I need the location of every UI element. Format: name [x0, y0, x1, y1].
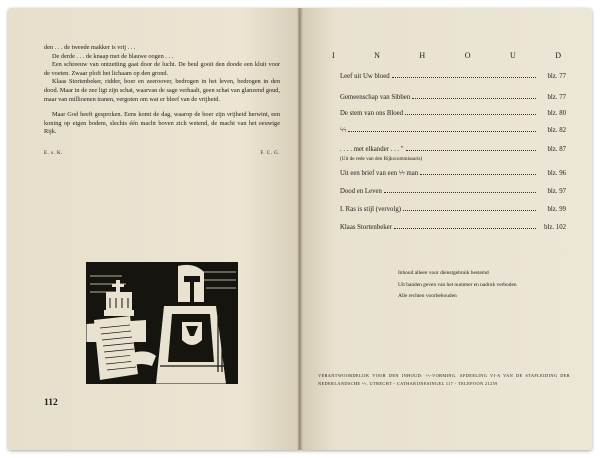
toc-title: Uit een brief van een ϟϟ man	[340, 170, 419, 177]
paragraph: den . . . de tweede makker is vrij . . .	[44, 44, 136, 51]
toc-page: blz. 77	[547, 94, 566, 101]
paragraph: De derde . . . de knaap met de blauwe oogen . . .	[52, 52, 174, 60]
toc-subtitle: (Uit de rede van den Rijkscommissaris)	[340, 156, 423, 162]
signature-row	[44, 151, 280, 156]
publisher-footer: VERANTWOORDELIJK VOOR DEN INHOUD: ϟϟ-VORMING, AFDEELING VI-A VAN DE STAFLEIDING DER NEDERLANDSCHE ϟϟ, UTRECHT - CATHARIJNESINGEL 117 - TELEFOON 21259	[318, 373, 570, 386]
toc-title: . . . . met elkander . . . "	[340, 146, 404, 153]
toc-title: I. Ras is stijl (vervolg)	[340, 206, 401, 213]
woodcut-illustration	[86, 262, 238, 384]
toc-row	[340, 94, 566, 104]
heading-letter: I	[332, 51, 336, 60]
toc-row	[340, 206, 566, 216]
note: Alle rechten voorbehouden	[398, 293, 457, 300]
toc-page: blz. 99	[547, 206, 566, 213]
paragraph: Klaas Stortenbeker, ridder, boer en zeeroover, bedrogen in het leven, bedrogen in den dood. Maar in de zee ligt zijn schat, waarvan de sage verhaalt, geen schat van glanzend goud, maar van millioenen tranen, vergoten om wat er bleef van de vrijheid.	[44, 78, 280, 103]
heading-letter: D	[555, 51, 562, 60]
book-gutter	[297, 8, 303, 450]
page-number: 112	[44, 398, 58, 408]
toc-page: blz. 82	[547, 127, 566, 134]
toc-page: blz. 77	[547, 73, 566, 80]
heading-letter: H	[419, 51, 427, 60]
toc-page: blz. 97	[547, 188, 566, 195]
note: Inhoud alleen voor dienstgebruik bestemd	[398, 270, 489, 276]
toc-leader	[420, 174, 536, 175]
toc-leader	[412, 98, 536, 99]
note: Uit banden geven van het nummer en nadruk verboden	[398, 281, 517, 288]
paragraph: Een schreeuw van ontzetting gaat door de lucht. De beul gooit den doode een kluit voor de voeten. Zwaar ploft het lichaam op den grond.	[44, 61, 280, 77]
toc-row	[340, 110, 566, 120]
toc-row	[340, 127, 566, 137]
toc-title: Klaas Stortenbeker	[340, 224, 392, 231]
toc-row	[340, 224, 566, 234]
toc-title: ϟϟ	[340, 127, 347, 134]
toc-leader	[394, 228, 536, 229]
heading-letter: U	[509, 51, 517, 60]
toc-title: Dood en Leven	[340, 188, 382, 195]
left-body-text	[44, 44, 280, 137]
toc-heading	[332, 51, 562, 60]
toc-leader	[403, 210, 536, 211]
toc-leader	[405, 114, 536, 115]
notes-block	[398, 270, 548, 305]
toc-leader	[348, 131, 536, 132]
toc-leader	[384, 192, 536, 193]
toc-row	[340, 188, 566, 198]
toc-title: De stem van ons Bloed	[340, 110, 404, 117]
signature-right: F. C. G.	[260, 151, 280, 156]
toc-page: blz. 102	[544, 224, 566, 231]
toc-page: blz. 87	[547, 146, 566, 153]
signature-left: E. s. K.	[44, 151, 63, 156]
heading-letter: O	[464, 51, 472, 60]
paragraph: Maar God heeft gesproken. Eens komt de dag, waarop de boer zijn vrijheid herwint, een koning op eigen bodem, slechts één macht boven zich wetend, de macht van het eeuwige Rijk.	[44, 111, 280, 136]
toc-row	[340, 146, 566, 156]
toc-page: blz. 80	[547, 110, 566, 117]
toc-title: Leef uit Uw bloed	[340, 73, 390, 80]
toc-title: Gemeenschap van Sibben	[340, 94, 411, 101]
toc-row	[340, 73, 566, 83]
toc-row	[340, 170, 566, 180]
toc-leader	[406, 150, 536, 151]
toc-page: blz. 96	[547, 170, 566, 177]
toc-leader	[392, 77, 536, 78]
heading-letter: N	[374, 51, 381, 60]
